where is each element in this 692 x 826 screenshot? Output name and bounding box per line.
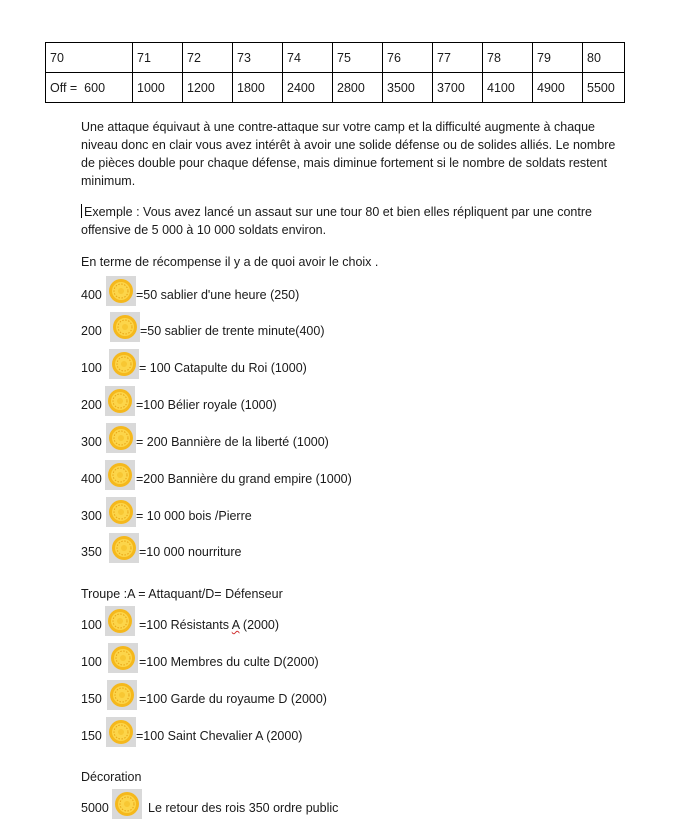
table-cell: 71 <box>133 43 183 73</box>
gold-coin-icon <box>112 789 142 819</box>
troop-cost: 100 <box>81 618 102 632</box>
reward-cost: 400 <box>81 288 102 302</box>
reward-line <box>81 423 641 453</box>
decoration-cost: 5000 <box>81 801 109 815</box>
gold-coin-icon <box>106 423 136 453</box>
table-cell: 70 <box>46 43 133 73</box>
table-cell: 73 <box>233 43 283 73</box>
gold-coin-icon <box>109 349 139 379</box>
table-cell: 77 <box>433 43 483 73</box>
gold-coin-icon <box>105 606 135 636</box>
table-cell: 4900 <box>533 73 583 103</box>
table-cell: 3500 <box>383 73 433 103</box>
table-cell: 4100 <box>483 73 533 103</box>
reward-item: =50 sablier d'une heure (250) <box>136 288 300 302</box>
reward-line <box>81 276 641 306</box>
table-cell: 2800 <box>333 73 383 103</box>
gold-coin-icon <box>108 643 138 673</box>
troop-item: =100 Saint Chevalier A (2000) <box>136 729 303 743</box>
text-cursor <box>81 204 82 218</box>
troop-line <box>81 717 641 747</box>
level-table <box>45 42 625 103</box>
gold-coin-icon <box>110 312 140 342</box>
reward-intro: En terme de récompense il y a de quoi avoir le choix . <box>81 255 379 269</box>
table-cell: 75 <box>333 43 383 73</box>
reward-line <box>81 312 641 342</box>
troop-line <box>81 680 641 710</box>
troop-item-name: =100 Résistants <box>139 618 232 632</box>
table-cell: 80 <box>583 43 625 73</box>
gold-coin-icon <box>107 680 137 710</box>
troop-item: =100 Membres du culte D(2000) <box>139 655 319 669</box>
reward-cost: 300 <box>81 509 102 523</box>
table-cell: 79 <box>533 43 583 73</box>
offense-row <box>46 73 625 103</box>
example-text: Exemple : Vous avez lancé un assaut sur une tour 80 et bien elles répliquent par une contre offensive de 5 000 à 10 000 soldats environ. <box>81 205 592 237</box>
table-cell: 1000 <box>133 73 183 103</box>
level-row <box>46 43 625 73</box>
table-cell: 3700 <box>433 73 483 103</box>
troop-line <box>81 643 641 673</box>
reward-item: = 100 Catapulte du Roi (1000) <box>139 361 307 375</box>
table-cell: 78 <box>483 43 533 73</box>
reward-line <box>81 460 641 490</box>
reward-cost: 100 <box>81 361 102 375</box>
gold-coin-icon <box>106 276 136 306</box>
reward-item: = 200 Bannière de la liberté (1000) <box>136 435 329 449</box>
reward-cost: 200 <box>81 324 102 338</box>
gold-coin-icon <box>105 460 135 490</box>
table-cell: 76 <box>383 43 433 73</box>
troop-item: =100 Garde du royaume D (2000) <box>139 692 327 706</box>
troop-item <box>139 618 279 632</box>
reward-cost: 200 <box>81 398 102 412</box>
reward-line <box>81 497 641 527</box>
reward-cost: 300 <box>81 435 102 449</box>
reward-item: =100 Bélier royale (1000) <box>136 398 277 412</box>
reward-line <box>81 349 641 379</box>
gold-coin-icon <box>106 717 136 747</box>
table-cell: 2400 <box>283 73 333 103</box>
gold-coin-icon <box>105 386 135 416</box>
intro-paragraph: Une attaque équivaut à une contre-attaque sur votre camp et la difficulté augmente à chaque niveau donc en clair vous avez intérêt à avoir une solide défense ou de solides alliés. Le nombre de pièces double pour chaque défense, mais diminue fortement si le nombre de soldats restent minimum. <box>81 120 616 188</box>
troop-line <box>81 606 641 636</box>
table-cell: 1800 <box>233 73 283 103</box>
reward-cost: 350 <box>81 545 102 559</box>
table-cell: 74 <box>283 43 333 73</box>
table-cell: 5500 <box>583 73 625 103</box>
example-paragraph <box>81 203 621 239</box>
gold-coin-icon <box>106 497 136 527</box>
reward-item: =10 000 nourriture <box>139 545 242 559</box>
decoration-item: Le retour des rois 350 ordre public <box>148 801 339 815</box>
troop-cost: 150 <box>81 729 102 743</box>
table-cell: 1200 <box>183 73 233 103</box>
troops-heading: Troupe :A = Attaquant/D= Défenseur <box>81 587 283 601</box>
troop-cost: 100 <box>81 655 102 669</box>
reward-line <box>81 533 641 563</box>
gold-coin-icon <box>109 533 139 563</box>
reward-cost: 400 <box>81 472 102 486</box>
table-cell: 72 <box>183 43 233 73</box>
troop-item-price: (2000) <box>239 618 280 632</box>
troop-item-type: A <box>231 618 240 632</box>
reward-item: = 10 000 bois /Pierre <box>136 509 252 523</box>
troop-cost: 150 <box>81 692 102 706</box>
reward-line <box>81 386 641 416</box>
decoration-line <box>81 789 641 819</box>
decoration-heading: Décoration <box>81 770 142 784</box>
reward-item: =50 sablier de trente minute(400) <box>140 324 325 338</box>
table-cell: Off = 600 <box>46 73 133 103</box>
reward-item: =200 Bannière du grand empire (1000) <box>136 472 352 486</box>
